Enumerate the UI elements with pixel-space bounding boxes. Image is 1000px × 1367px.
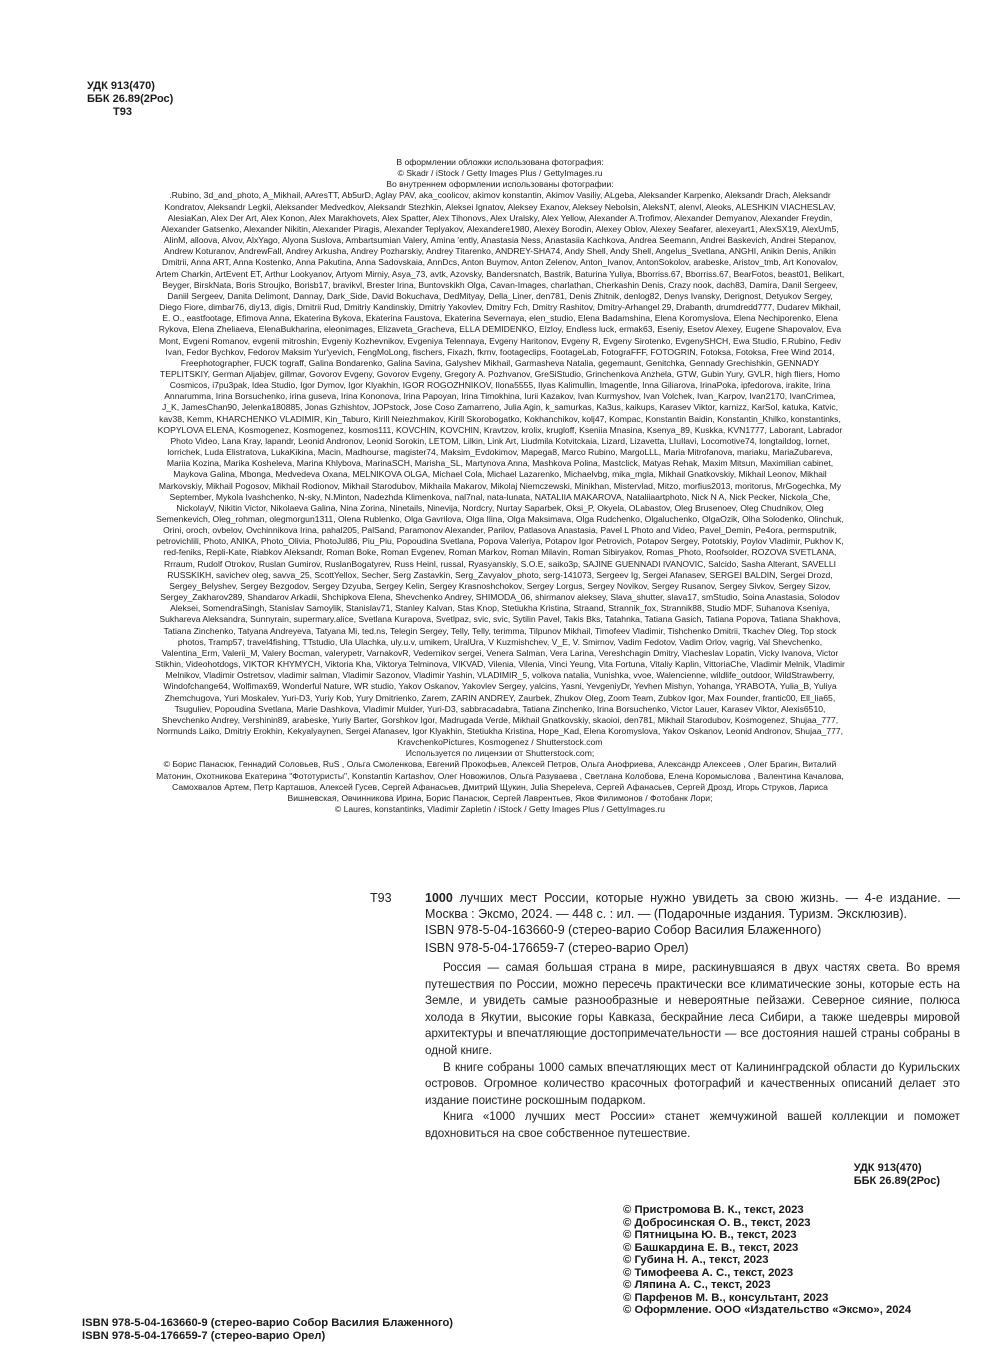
book-abstract	[425, 960, 960, 1143]
copyright-line: © Губина Н. А., текст, 2023	[623, 1254, 769, 1267]
istock-credit: © Laures, konstantinks, Vladimir Zapletin / iStock / Getty Images Plus / GettyImages.ru	[334, 804, 666, 815]
copyright-block	[623, 1204, 911, 1317]
isbn-line: ISBN 978-5-04-176659-7 (стерео-варио Орел)	[82, 1329, 326, 1342]
bbk-code: ББК 26.89(2Рос)	[853, 1175, 940, 1187]
copyright-line: © Тимофеева А. С., текст, 2023	[623, 1266, 794, 1279]
abstract-paragraph: Россия — самая большая страна в мире, раскинувшаяся в двух частях света. Во время путешествия по России, можно пересечь практически все климатические зоны, которые есть на Земле, и увидеть самые разнообразные и невероятные пейзажи. Северное сияние, полюса холода в Якутии, высокие горы Кавказа, бескрайние леса Сибири, а также шедевры мировой архитектуры и впечатляющие достопримечательности — все достояния нашей страны собраны в одной книге.	[425, 961, 960, 1057]
bibliographic-record	[370, 890, 960, 1143]
book-title-line	[425, 890, 960, 922]
copyright-line: © Парфенов М. В., консультант, 2023	[623, 1291, 829, 1304]
record-code: Т93	[370, 891, 392, 905]
copyright-line: © Ляпина А. С., текст, 2023	[623, 1279, 771, 1292]
udk-code: УДК 913(470)	[87, 80, 155, 92]
udk-footer	[854, 1162, 940, 1188]
abstract-paragraph: В книге собраны 1000 самых впечатляющих мест от Калининградской области до Курильских островов. Огромное количество красочных фотографий и качественных описаний делает это издание поистине роскошным подарком.	[425, 1060, 960, 1107]
photo-credits	[155, 157, 845, 815]
abstract-paragraph: Книга «1000 лучших мест России» станет жемчужиной вашей коллекции и поможет вдохновиться на свое собственное путешествие.	[425, 1110, 960, 1140]
cover-credit-intro: В оформлении обложки использована фотография:	[396, 157, 604, 167]
lori-credit-names: © Борис Панасюк, Геннадий Соловьев, RuS , Ольга Смоленкова, Евгений Прокофьев, Алексей Петров, Ольга Анофриева, Александр Алексеев , Олег Брагин, Виталий Матонин, Охотникова Екатерина "Фототуристы", Konstantin Kartashov, Олег Новожилов, Ольга Разуваева , Светлана Колобова, Елена Коромыслова , Валентина Качалова, Самохвалов Артем, Петр Карташов, Алексей Гусев, Сергей Афанасьев, Дмитрий Щукин, Julia Shepeleva, Сергей Афанасьев, Сергей Дрозд, Игорь Струков, Лариса Вишневская, Овчинникова Ирина, Борис Панасюк, Сергей Лаврентьев, Яков Филимонов / Фотобанк Лори;	[156, 759, 844, 803]
isbn-line: ISBN 978-5-04-176659-7 (стерео-варио Орел)	[425, 941, 689, 955]
isbn-footer	[82, 1317, 453, 1342]
udk-header	[87, 80, 173, 119]
inner-credit-intro: Во внутреннем оформлении использованы фотографии:	[386, 179, 614, 190]
title-number: 1000	[425, 891, 453, 905]
title-description: лучших мест России, которые нужно увидеть за свою жизнь. — 4-е издание. — Москва : Эксмо, 2024. — 448 с. : ил. — (Подарочные издания. Туризм. Эксклюзив).	[425, 891, 960, 921]
isbn-line: ISBN 978-5-04-163660-9 (стерео-варио Собор Василия Блаженного)	[82, 1317, 454, 1329]
shutterstock-credit-names: .Rubino, 3d_and_photo, A_Mikhail, AAresTT, Ab5urD, Aglay PAV, aka_coolicov, akimov konstantin, Akimov Vasiliy, ALgeba, Aleksander Karpenko, Aleksandr Drach, Aleksandr Kondratov, Aleksandr Legkii, Aleksander Medvedkov, Aleksandr Stezhkin, Aleksei Ignatov, Aleksey Exanov, Aleksey Nebolsin, AleksNT, alenvl, Aleoks, ALESHKIN VIACHESLAV, AlesiaKan, Alex Der Art, Alex Konon, Alex Marakhovets, Alex Spatter, Alex Tihonovs, Alex Uralsky, Alex Yellow, Alexander A.Trofimov, Alexander Demyanov, Alexander Freydin, Alexander Gatsenko, Alexander Nikitin, Alexander Piragis, Alexander Teplyakov, Alexandere1980, Alexey Borodin, Alexey Oblov, Alexey Seafarer, alexeyart1, AlexSX19, AlexUm5, AlinM, alloova, Alvov, AlxYago, Alyona Suslova, Ambartsumian Valery, Amina 'ently, Anastasia Ness, Anastasiia Kachkova, Andrea Seemann, Andrei Baskevich, Andrei Stepanov, Andrew Koturanov, AndrewFall, Andrey Arkusha, Andrey Pozharskiy, Andrey Titarenko, ANDREY-SHA74, Andy Shell, Andy Shell, Angelus_Svetlana, ANGHI, Anikin Denis, Anikin Dmitrii, Anna ART, Anna Kostenko, Anna Pakutina, Anna Sadovskaia, AnnDcs, Anton Buymov, Anton Zelenov, Anton_Ivanov, AntonSokolov, arabeske, Aristov_tmb, Art Konovalov, Artem Charkin, ArtEvent ET, Arthur Lookyanov, Artyom Mirniy, Asya_73, avtk, Azovsky, Bandersnatch, Bastrik, Baturina Yuliya, Bborriss.67, Bborriss.67, BearFotos, beast01, Belikart, Beyger, BirskNata, Boris Stroujko, Borisb17, bravikvl, Brester Irina, Buntovskikh Olga, Cavan-Images, charlathan, Cherkashin Denis, Crazy nook, dach83, Damira, Danil Sergeev, Daniil Sergeev, Danita Delimont, Dannay, Dark_Side, David Bokuchava, DedMityay, Della_Liner, den781, Denis Zhitnik, denlog82, Denys Ivansky, Derignost, Detyukov Sergey, Diego Fiore, dimbar76, diy13, digis, Dmitrii Rud, Dmitriy Kandinskiy, Dmitriy Yakovlev, Dmitry Fch, Dmitry Rashitov, Dmitry-Arhangel 29, Drabanth, drumdredd777, Dudarev Mikhail, E. O., eastfootage, Efimova Anna, Ekaterina Bykova, Ekaterina Faustova, Ekaterina Severnaya, elen_studio, Elena Badamshina, Elena Koromyslova, Elena Nechiporenko, Elena Rykova, Elena Zheliaeva, ElenaBukharina, eleonimages, Elizaveta_Gracheva, ELLA DEMIDENKO, Elzloy, Endless luck, ermak63, Eseniy, Esetov Alexey, Eugene Shapovalov, Eva Mont, Evgeni Romanov, evgenii mitroshin, Evgeniy Kozhevnikov, Evgeniya Telennaya, Evgeny Haritonov, Evgeny R, Evgeny Sirotenko, EvgenySHCH, Ewa Studio, F.Rubino, Fediv Ivan, Fedor Bychkov, Fedorov Maksim Yur'yevich, FengMoLong, fischers, Fixazh, fkrnv, footageclips, FootageLab, FotograFFF, FOTOGRIN, Fotoksa, Fotoksa, Free Wind 2014, Freephotographer, FUCK tograff, Galina Bondarenko, Galina Savina, Galyshev Mikhail, Garmasheva Natalia, gegemaunt, Genitchka, Gennady Grechishkin, GENNADY TEPLITSKIY, German Aljabjev, gillmar, Govorov Evgeny, Govorov Evgeny, Gregory A. Pozhvanov, GreSiStudio, Grinchenkova Anzhela, GTW, Gubin Yury, GVLR, high fliers, Homo Cosmicos, i7pu3pak, Idea Studio, Igor Dymov, Igor Klyakhin, IGOR ROGOZHNIKOV, Ilona5555, Ilyas Kalimullin, Imagentle, Inna Giliarova, IrinaPoka, ipfedorova, irakite, Irina Annarumma, Irina Borsuchenko, irina guseva, Irina Kononova, Irina Papoyan, Irina Timokhina, Iurii Kazakov, Ivan Kurmyshov, Ivan Volchek, Ivan_Karpov, Ivan2170, IvanCrimea, J_K, JamesChan90, Jelenka180885, Jonas Gzhishtov, JOPstock, Jose Coso Zamarreno, Julia Agin, k_samurkas, Ka3us, kaikups, Karasev Viktor, karnizz, KarSol, katuka, Katvic, kav38, Kemm, KHARCHENKO VLADIMIR, Kin_Taburo, Kirill Neiezhmakov, Kirill Skorobogatko, Kokhanchikov, kolj47, Kompac, Konstantin Baidin, Konstantin_Khilko, konstantinks, KOPYLOVA ELENA, Kosmogenez, Kosmogenez, kosmos111, KOVCHIN, KOVCHIN, Kravtzov, krolix, krugloff, Kseniia Mnasina, Ksenya_89, Kuskka, KVN1777, Laborant, Labrador Photo Video, Lana Kray, lapandr, Leonid Andronov, Leonid Sorokin, LETOM, Lilkin, Link Art, Liudmila Kotvitckaia, Lizard, Lizavetta, LIuIlavi, Locomotive74, longtaildog, lornet, lorrichek, Luda Elistratova, LukaKikina, Macin, Madhourse, magister74, Maksim_Evdokimov, Mapega8, Marco Rubino, MargoLLL, Maria Mitrofanova, mariaku, MariaZubareva, Mariia Kozina, Marika Kosheleva, Marina Khlybova, MarinaSCH, Marisha_SL, Martynova Anna, Mashkova Polina, Mastclick, Matyas Rehak, Maxim Mitsun, Maximilian cabinet, Maykova Galina, Mbonga, Medvedeva Oxana, MELNIKOVA OLGA, Michael Cola, Michael Lazarenko, Michaelvbg, mika_mgla, Mikhail Gnatkovskiy, Mikhail Leonov, Mikhail Markovskiy, Mikhail Pogosov, Mikhail Rodionov, Mikhail Starodubov, Mikhaila Makarov, Mikolaj Niemczewski, Minikhan, Mistervlad, Mitzo, morfius2013, moritorus, MrGogechka, My September, Mykola Ivashchenko, N-sky, N.Minton, Nadezhda Klimenkova, nal7nal, nata-lunata, NATALIIA MAKAROVA, Nataliiaartphoto, Nick N A, Nick Pecker, Nickola_Che, NickolayV, Nikitin Victor, Nikolaeva Galina, Nina Zorina, Ninetails, Ninevija, Nordcry, Nurtay Saparbek, Oksi_P, Okyela, OLabastov, Oleg Brusenoev, Oleg Chudnikov, Oleg Semenkevich, Oleg_rohman, olegmorgun1311, Olena Rublenko, Olga Gavrilova, Olga Ilina, Olga Maksimava, Olga Rudchenko, Olgaluchenko, OlgaOzik, Olha Solodenko, Olinchuk, Orini, oroch, ovbelov, Ovchinnikova Irina, pahal205, PalSand, Paramonov Alexander, Parilov, Patlasova Anastasia, Pavel L Photo and Video, Pavel_Demin, Pe4ora, permsputnik, petrovichlili, Photo, ANIKA, Photo_Olivia, PhotoJul86, Piu_Piu, Popoudina Svetlana, Popova Valeriya, Potapov Igor Petrovich, Potapov Sergey, Pototskiy, Poylov Vladimir, Pukhov K, red-feniks, Repli-Kate, Riabkov Aleksandr, Roman Boke, Roman Evgenev, Roman Markov, Roman Milavin, Roman Sibiryakov, Romas_Photo, Roofsolder, ROZOVA SVETLANA, Rrraum, Rudolf Otrokov, Ruslan Gumirov, RuslanBogatyrev, Russ Heinl, russal, Ryasyanskiy, S.O.E, saiko3p, SAJINE GUENNADI IVANOVIC, Salcido, Sasha Alterant, SAVELLI RUSSKIKH, savichev oleg, savva_25, ScottYellox, Secher, Serg Zastavkin, Serg_Zavyalov_photo, serg-141073, Sergeev Ig, Sergei Afanasev, SERGEI BALDIN, Sergei Drozd, Sergey_Belyshev, Sergey Bezgodov, Sergey Dzyuba, Sergey Kelin, Sergey Krasnoshchokov, Sergey Lorgus, Sergey Novikov, Sergey Rusanov, Sergey Sivkov, Sergey Sizov, Sergey_Zakharov289, Shandarov Arkadii, Shchipkova Elena, Shevchenko Andrey, SHIMODA_06, shirmanov aleksey, Slava_shutter, slava17, smStudio, Soina Anastasia, Solodov Aleksei, SomendraSingh, Stanislav Samoylik, Stanislav71, Stanley Kalvan, Stas Knop, Stetiukha Kristina, Straand, Strannik_fox, Strannik88, Studio MDF, Suhanova Kseniya, Sukhareva Aleksandra, Sunnyrain, supermary.alice, Svetlana Kurapova, Svetlpaz, svic, svic, Sytilin Pavel, Takis Bks, Tatahnka, Tatiana Gasich, Tatiana Popova, Tatiana Shakhova, Tatiana Zinchenko, Tatyana Andreyeva, Tatyana Mi, ted.ns, Telegin Sergey, Telly, Telly, terimma, Tilpunov Mikhail, Timofeev Vladimir, Tishchenko Dmitrii, Tkachev Oleg, Top stock photos, Tramp57, travel4fishing, TTstudio, Ula Ulachka, uly.u.v, umikem, UralUra, V Kuzmishchev, V_E, V. Smirnov, Vadim Fedotov, Vadim Orlov, vagrig, Val Shevchenko, Valentina_Erm, Valerii_M, Valery Bocman, valerypetr, VarnakovR, Vedernikov sergei, Venera Salman, Vera Larina, Vereshchagin Dmitry, Viacheslav Lopatin, Vicky Ivanova, Victor Stikhin, Videohotdogs, VIKTOR KHYMYCH, Viktoria Kha, Viktorya Telminova, VIKVAD, Vilenia, Vilenia, Vinci Yeung, Vita Fortuna, Vitaliy Kaplin, VittoriaChe, Vladimir Melnik, Vladimir Melnikov, Vladimir Ostretsov, vladimir salman, Vladimir Sazonov, Vladimir Yashin, VLADIMIR_5, volkova natalia, Vunishka, vvoe, Walencienne, wildlife_outdoor, WildStrawberry, Windofchange64, Wolfimax69, Wonderful Nature, WR studio, Yakov Oskanov, Yakovlev Sergey, yalcins, Yasni, YevgeniyDr, Yevhen Mishyn, Yohanga, YRABOTA, Yulia_B, Yuliya Zhemchugova, Yuri Moskalev, Yuri-D3, Yuriy Kob, Yury Dmitrienko, Zarem, ZARIN ANDREY, Zaurbek, Zhukov Oleg, Zoom Team, Zubkov Igor, Max Founder, frantic00, Ell_lia65, Tsuguliev, Popoudina Svetlana, Marie Dashkova, Vladimir Mulder, Yuri-D3, sabbracadabra, Tatiana Zinchenko, Irina Borsuchenko, Victor Lauer, Karasev Viktor, Alexis6510, Shevchenko Andrey, Vershinin89, arabeske, Yuriy Barter, Gorshkov Igor, Madrugada Verde, Mikhail Gnatkovskiy, skaoioi, den781, Mikhail Starodubov, Kosmogenez, Shujaa_777, Normunds Laiko, Dmitriy Erokhin, Kekyalyaynen, Sergei Afanasev, Igor Klyakhin, Stetiukha Kristina, Hope_Kad, Elena Koromyslova, Yakov Oskanov, Leonid Andronov, Shujaa_777, KravchenkoPictures, Kosmogenez / Shutterstock.com	[155, 190, 845, 748]
license-note: Используется по лицензии от Shutterstock.com;	[405, 748, 595, 759]
copyright-line: © Оформление. ООО «Издательство «Эксмо», 2024	[623, 1304, 912, 1317]
bbk-code: ББК 26.89(2Рос)	[87, 93, 174, 105]
udk-code: УДК 913(470)	[853, 1162, 922, 1174]
copyright-line: © Пятницына Ю. В., текст, 2023	[623, 1229, 797, 1242]
isbn-line: ISBN 978-5-04-163660-9 (стерео-варио Собор Василия Блаженного)	[425, 923, 822, 937]
copyright-line: © Башкардина Е. В., текст, 2023	[623, 1241, 799, 1254]
copyright-line: © Пристромова В. К., текст, 2023	[623, 1204, 804, 1216]
cover-credit: © Skadr / iStock / Getty Images Plus / GettyImages.ru	[397, 168, 603, 179]
author-mark: Т93	[113, 106, 132, 118]
copyright-line: © Добросинская О. В., текст, 2023	[623, 1216, 811, 1229]
